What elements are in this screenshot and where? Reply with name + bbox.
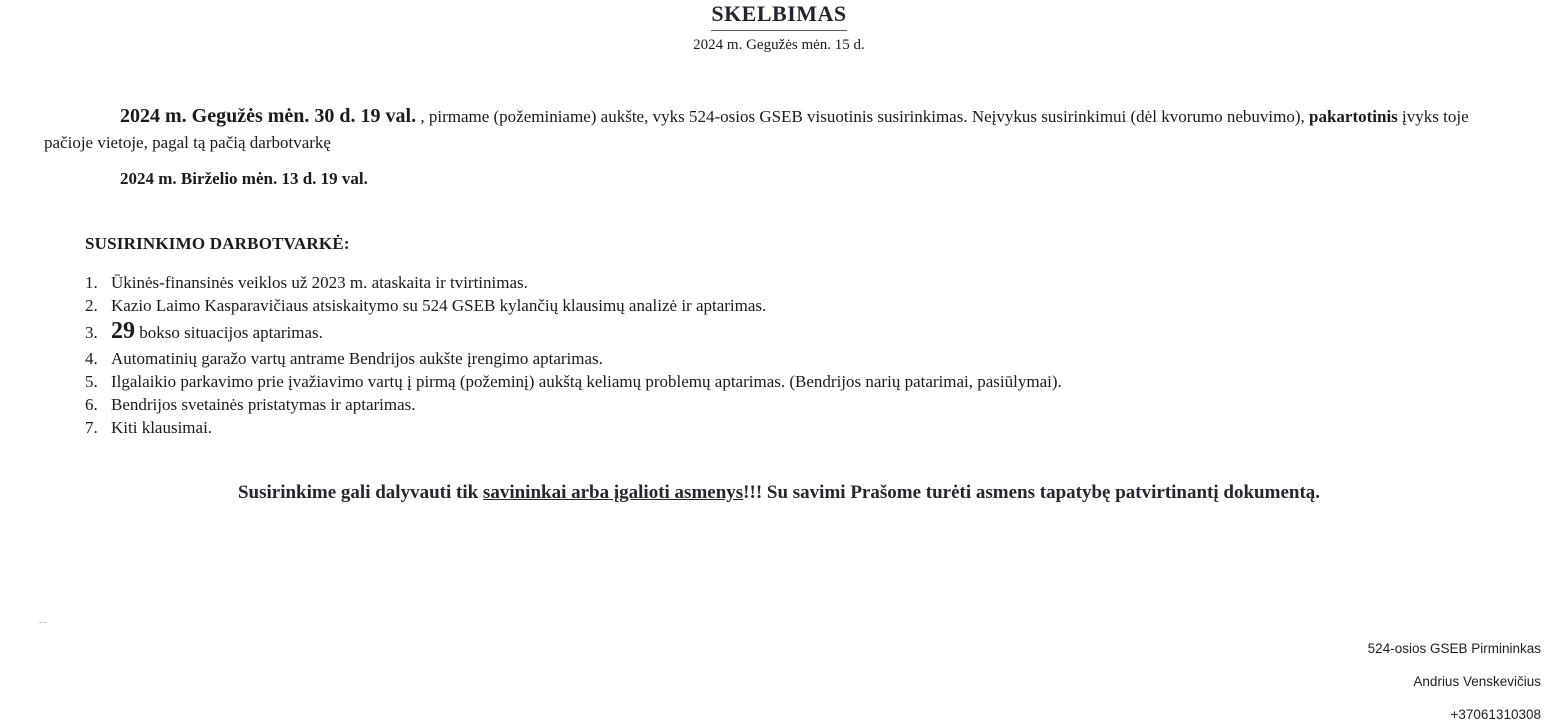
item-text: Kazio Laimo Kasparavičiaus atsiskaitymo su 524 GSEB kylančių klausimų analizė ir aptarimas. bbox=[111, 296, 767, 315]
item-text-rest: bokso situacijos aptarimas. bbox=[135, 323, 323, 342]
item-number: 5. bbox=[85, 372, 98, 391]
item-text: Ilgalaikio parkavimo prie įvažiavimo vartų į pirmą (požeminį) aukštą keliamų problemų aptarimas. (Bendrijos narių patarimai, pasiūlymai). bbox=[111, 372, 1062, 391]
item-text bbox=[111, 317, 323, 347]
signer-role: 524-osios GSEB Pirmininkas bbox=[1367, 641, 1541, 656]
intro-text-1: , pirmame (požeminiame) aukšte, vyks 524-osios GSEB visuotinis susirinkimas. Neįvykus susirinkimui (dėl kvorumo nebuvimo), bbox=[416, 107, 1309, 126]
item-number: 1. bbox=[85, 273, 98, 292]
item-text: Ūkinės-finansinės veiklos už 2023 m. ataskaita ir tvirtinimas. bbox=[111, 273, 528, 292]
list-item bbox=[85, 271, 1485, 294]
meeting-datetime: 2024 m. Gegužės mėn. 30 d. 19 val. bbox=[120, 105, 417, 127]
item-number: 6. bbox=[85, 395, 98, 414]
signer-name: Andrius Venskevičius bbox=[1413, 674, 1541, 689]
intro-text-2: įvyks toje pačioje vietoje, pagal tą pačią darbotvarkę bbox=[44, 107, 1469, 152]
repeat-meeting-datetime: 2024 m. Birželio mėn. 13 d. 19 val. bbox=[120, 169, 368, 188]
list-item bbox=[85, 393, 1485, 416]
item-number: 4. bbox=[85, 349, 98, 368]
notice-underlined: savininkai arba įgalioti asmenys bbox=[482, 482, 744, 503]
list-item bbox=[85, 294, 1485, 317]
page-title: SKELBIMAS bbox=[711, 1, 846, 31]
signature-block bbox=[1368, 632, 1541, 726]
list-item bbox=[85, 317, 1485, 347]
intro-paragraph bbox=[44, 103, 1476, 156]
item-text: Automatinių garažo vartų antrame Bendrijos aukšte įrengimo aptarimas. bbox=[111, 349, 603, 368]
item-text: Bendrijos svetainės pristatymas ir aptarimas. bbox=[111, 395, 416, 414]
participation-notice bbox=[0, 482, 1558, 504]
item-text: Kiti klausimai. bbox=[111, 418, 213, 437]
notice-lead: Susirinkime gali dalyvauti tik bbox=[237, 482, 483, 503]
list-item bbox=[85, 370, 1485, 393]
item-number: 2. bbox=[85, 296, 98, 315]
item-number: 3. bbox=[85, 323, 98, 342]
list-item bbox=[85, 416, 1485, 439]
signer-phone: +37061310308 bbox=[1450, 707, 1541, 722]
agenda-heading: SUSIRINKIMO DARBOTVARKĖ: bbox=[85, 234, 350, 253]
agenda-list bbox=[85, 271, 1485, 439]
item-big-number: 29 bbox=[111, 318, 135, 344]
document-date: 2024 m. Gegužės mėn. 15 d. bbox=[693, 37, 865, 53]
intro-bold-word: pakartotinis bbox=[1308, 107, 1398, 126]
list-item bbox=[85, 347, 1485, 370]
stray-dash-mark: -- bbox=[39, 617, 47, 627]
document-header bbox=[0, 1, 1558, 31]
item-number: 7. bbox=[85, 418, 98, 437]
notice-tail: !!! Su savimi Prašome turėti asmens tapatybę patvirtinantį dokumentą. bbox=[743, 482, 1321, 503]
